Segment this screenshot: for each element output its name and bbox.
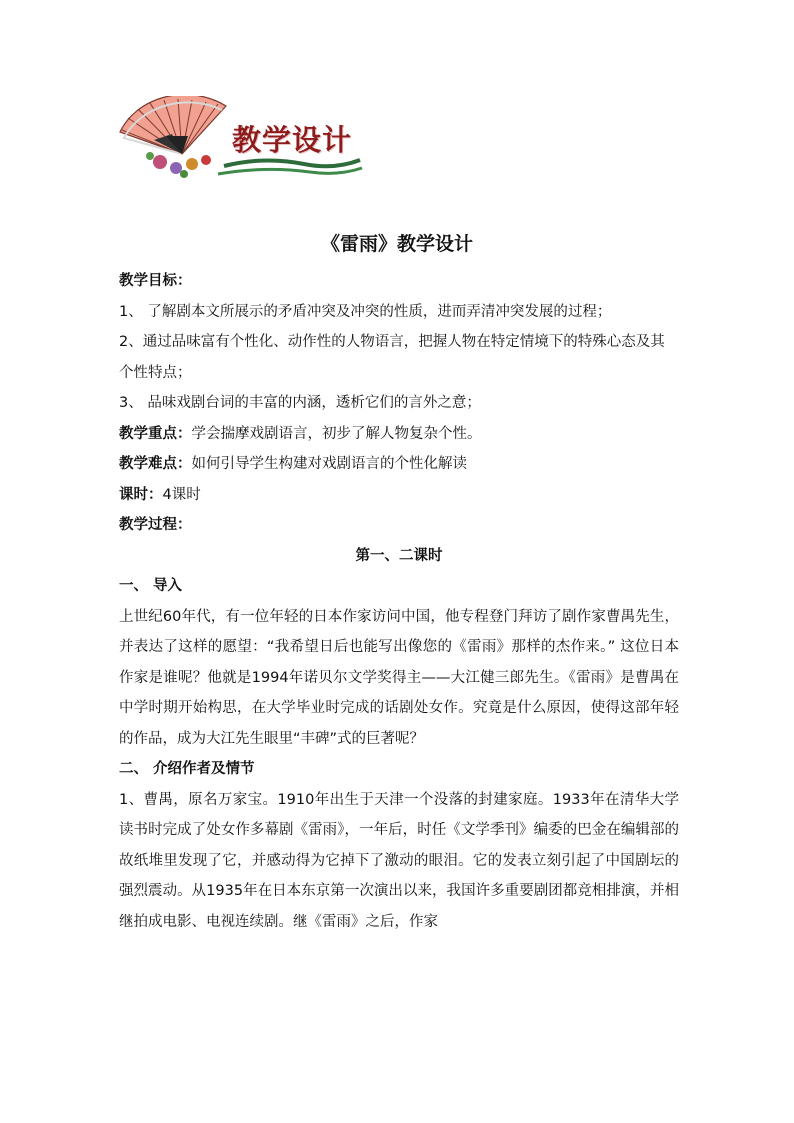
hours-line: [119, 480, 679, 511]
difficulty-label: 教学难点：: [119, 456, 192, 472]
header-banner: [114, 96, 364, 186]
session-heading: 第一、二课时: [355, 547, 443, 564]
key-point-line: [119, 419, 679, 450]
goal-item: 2、通过品味富有个性化、动作性的人物语言，把握人物在特定情境下的特殊心态及其个性特点；: [119, 334, 665, 381]
goals-heading: 教学目标：: [119, 273, 192, 289]
key-point-text: 学会揣摩戏剧语言，初步了解人物复杂个性。: [191, 425, 482, 442]
section1-heading: 一、 导入: [119, 578, 183, 594]
section1-paragraph: 上世纪60年代，有一位年轻的日本作家访问中国，他专程登门拜访了剧作家曹禺先生，并表达了这样的愿望：“我希望日后也能写出像您的《雷雨》那样的杰作来。” 这位日本作家是谁呢？他就是1994年诺贝尔文学奖得主——大江健三郎先生。《雷雨》是曹禺在中学时期开始构思，在大学毕业时完成的话剧处女作。究竟是什么原因，使得这部年轻的作品，成为大江先生眼里“丰碑”式的巨著呢？: [119, 608, 679, 747]
key-point-label: 教学重点：: [119, 425, 192, 442]
difficulty-line: [119, 449, 679, 480]
goal-item: 1、 了解剧本文所展示的矛盾冲突及冲突的性质，进而弄清冲突发展的过程；: [119, 303, 612, 320]
banner-title: 教学设计: [232, 123, 353, 157]
section2-heading: 二、 介绍作者及情节: [119, 761, 255, 777]
difficulty-text: 如何引导学生构建对戏剧语言的个性化解读: [191, 456, 467, 472]
goal-item: 3、 品味戏剧台词的丰富的内涵，透析它们的言外之意；: [119, 395, 481, 411]
page-title: 《雷雨》教学设计: [320, 233, 473, 255]
process-heading: 教学过程：: [119, 517, 192, 533]
hours-text: 4课时: [162, 486, 201, 503]
hours-label: 课时：: [119, 486, 163, 503]
section2-paragraph: 1、曹禺，原名万家宝。1910年出生于天津一个没落的封建家庭。1933年在清华大学读书时完成了处女作多幕剧《雷雨》，一年后，时任《文学季刊》编委的巴金在编辑部的故纸堆里发现了它，并感动得为它掉下了激动的眼泪。它的发表立刻引起了中国剧坛的强烈震动。从1935年在日本东京第一次演出以来，我国许多重要剧团都竞相排演，并相继拍成电影、电视连续剧。继《雷雨》之后，作家: [119, 791, 679, 930]
document-body: [119, 266, 679, 937]
